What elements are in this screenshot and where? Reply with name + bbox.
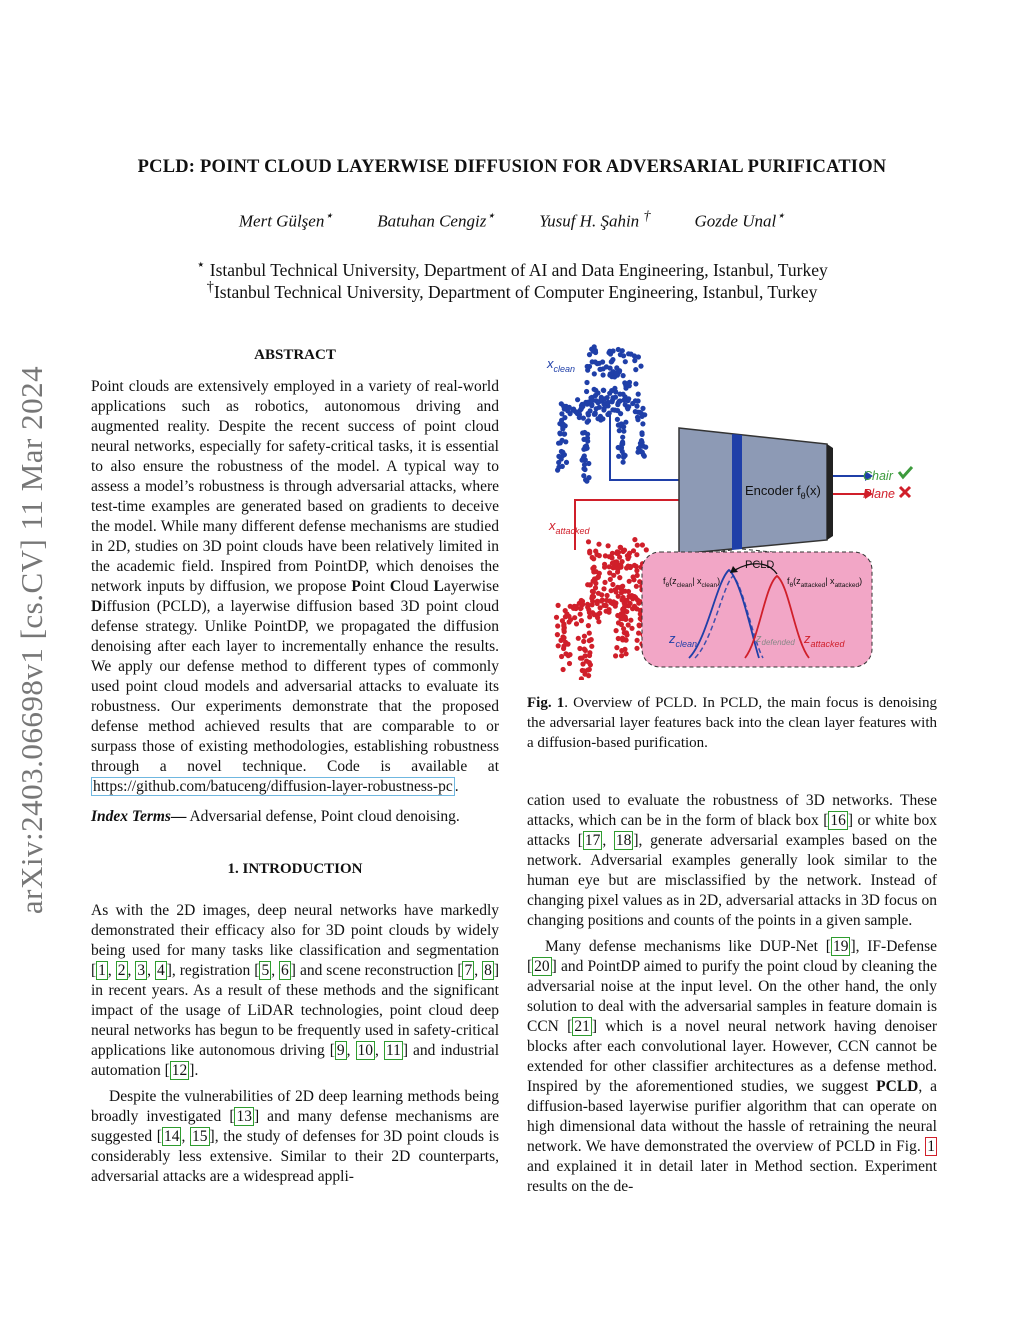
citation-link[interactable]: 19 — [832, 938, 849, 955]
z-clean-label: $z_{clean}$ — [669, 631, 698, 649]
citation-link[interactable]: 3 — [137, 962, 146, 979]
cross-icon — [900, 487, 910, 497]
citation-link[interactable]: 6 — [281, 962, 289, 979]
chair-label: Chair — [863, 469, 893, 483]
arxiv-identifier: arXiv:2403.06698v1 [cs.CV] 11 Mar 2024 — [14, 365, 49, 915]
z-defended-label: $z_{defended}$ — [756, 633, 795, 647]
x-clean-label: $x_{clean}$ — [547, 356, 576, 374]
intro-paragraph-1: As with the 2D images, deep neural networks have markedly demonstrated their efficacy also for 3D point clouds by widely being used for many tasks like classification and segmentation [ 1 , 2 , 3 , 4 ], registration [ 5 , 6 ] and scene reconstruction [ 7 , 8 ] in recent years. As a result of these methods and the significant impact of the usage of LiDAR technologies, point cloud deep neural networks has begun to be frequently used in safety-critical applications like autonomous driving [ 9 , 10 , 11 ] and industrial automation [ 12 ]. — [91, 902, 499, 1079]
author: Yusuf H. Şahin † — [539, 208, 651, 231]
check-icon — [899, 467, 912, 477]
svg-text:Encoder fθ(x): Encoder $f_\theta(x)$ — [745, 483, 821, 501]
figure-overview — [527, 340, 937, 680]
z-attacked-label: $z_{attacked}$ — [804, 631, 845, 649]
figure-caption: Fig. 1. Overview of PCLD. In PCLD, the main focus is denoising the adversarial layer features back into the clean layer features with a diffusion-based purification. — [527, 695, 937, 751]
citation-link[interactable]: 8 — [484, 962, 492, 979]
code-link[interactable]: https://github.com/batuceng/diffusion-layer-robustness-pc — [93, 778, 453, 795]
citation-link[interactable]: 9 — [336, 1042, 345, 1059]
author: Batuhan Cengiz⋆ — [377, 208, 496, 231]
affiliation-1: ⋆ Istanbul Technical University, Department of AI and Data Engineering, Istanbul, Turkey — [196, 257, 828, 280]
citation-link[interactable]: 14 — [163, 1128, 180, 1145]
abstract-body: Point clouds are extensively employed in a variety of real-world applications such as robotics, autonomous driving and augmented reality. Despite the recent success of point cloud neural networks, especially for safety-critical tasks, it is essential to also ensure the robustness of the model. A typical way to assess a model’s robustness is through adversarial attacks, where test-time examples are generated based on gradients to deceive the model. While many different defense mechanisms are studied in 2D, studies on 3D point clouds have been relatively limited in the academic field. Inspired from PointDP, which denoises the network inputs by diffusion, we propose Point Cloud Layerwise Diffusion (PCLD), a layerwise diffusion based 3D point cloud defense strategy. Unlike PointDP, we propagated the diffusion denoising after each layer to incrementally enhance the results. We apply our defense method to different types of commonly used point cloud models and adversarial attacks to evaluate its robustness. Our experiments demonstrate that the proposed defense method achieved results that are comparable to or surpass those of existing methodologies, establishing robustness through a novel technique. Code is available at https://github.com/batuceng/diffusion-layer-robustness-pc . — [91, 378, 499, 795]
intro-paragraph-2: Despite the vulnerabilities of 2D deep learning methods being broadly investigated [ 13 ] and many defense mechanisms are suggested [ 14 , 15 ], the study of defenses for 3D point clouds is considerably less extensive. Similar to their 2D counterparts, adversarial attacks are a widespread appli- — [91, 1088, 499, 1185]
citation-link[interactable]: 5 — [261, 962, 270, 979]
plane-label: Plane — [863, 487, 895, 501]
affiliation-2: †Istanbul Technical University, Department of Computer Engineering, Istanbul, Turkey — [206, 279, 818, 302]
citation-link[interactable]: 12 — [171, 1062, 188, 1079]
encoder-block — [679, 428, 833, 554]
author: Mert Gülşen⋆ — [238, 208, 334, 231]
f-clean-label: $f_\theta(z_{clean}|$ $x_{clean}$) — [663, 576, 721, 589]
figure-link[interactable]: 1 — [927, 1138, 935, 1155]
citation-link[interactable]: 10 — [357, 1042, 374, 1059]
x-attacked-label: $x_{attacked}$ — [549, 518, 590, 536]
right-paragraph-2: Many defense mechanisms like DUP-Net [ 19 ], IF-Defense [ 20 ] and PointDP aimed to purify the point cloud by cleaning the adversarial noise at the input level. On the other hand, the only solution to deal with the adversarial samples in feature domain is CCN [ 21 ] which is a novel neural network having denoiser blocks after each convolutional layer. However, CCN cannot be extended for other classifier architectures as a defense method. Inspired by the aforementioned studies, we suggest PCLD, a diffusion-based layerwise purifier algorithm that can operate on high dimensional data without the hassle of retraining the neural network. We have demonstrated the overview of PCLD in Fig. 1 and explained it in detail later in Method section. Experiment results on the de- — [527, 938, 937, 1195]
right-paragraph-1: cation used to evaluate the robustness of 3D networks. These attacks, which can be in the form of black box [ 16 ] or white box attacks [ 17 , 18 ], generate adversarial examples based on the network. Adversarial examples generally look similar to the human eye but are misclassified by the network. Instead of changing pixel values as in 2D, adversarial attacks in 3D focus on changing positions and counts of the points in a given sample. — [527, 792, 937, 929]
citation-link[interactable]: 13 — [236, 1108, 252, 1125]
citation-link[interactable]: 18 — [615, 832, 632, 849]
citation-link[interactable]: 7 — [464, 962, 473, 979]
left-column — [91, 345, 499, 1187]
paper-title: PCLD: POINT CLOUD LAYERWISE DIFFUSION FOR ADVERSARIAL PURIFICATION — [137, 157, 887, 177]
citation-link[interactable]: 21 — [574, 1018, 590, 1035]
author-list — [0, 208, 1024, 232]
citation-link[interactable]: 11 — [385, 1042, 401, 1059]
citation-link[interactable]: 1 — [98, 962, 106, 979]
citation-link[interactable]: 17 — [584, 832, 601, 849]
pcld-label: PCLD — [745, 559, 775, 571]
abstract-heading: ABSTRACT — [254, 347, 336, 363]
citation-link[interactable]: 20 — [534, 958, 550, 975]
citation-link[interactable]: 4 — [156, 962, 165, 979]
f-attacked-label: $f_\theta(z_{attacked}|$ $x_{attacked}$) — [787, 576, 863, 589]
attacked-input-arrow — [575, 500, 682, 550]
intro-heading: 1. INTRODUCTION — [227, 861, 363, 877]
citation-link[interactable]: 16 — [830, 812, 846, 829]
citation-link[interactable]: 15 — [192, 1128, 208, 1145]
citation-link[interactable]: 2 — [117, 962, 126, 979]
index-terms: Index Terms— Adversarial defense, Point cloud denoising. — [91, 808, 460, 825]
attacked-chair-point-cloud — [554, 537, 652, 680]
right-column — [527, 791, 937, 1197]
author: Gozde Unal⋆ — [694, 208, 786, 231]
pcld-diffusion-panel — [642, 552, 872, 667]
